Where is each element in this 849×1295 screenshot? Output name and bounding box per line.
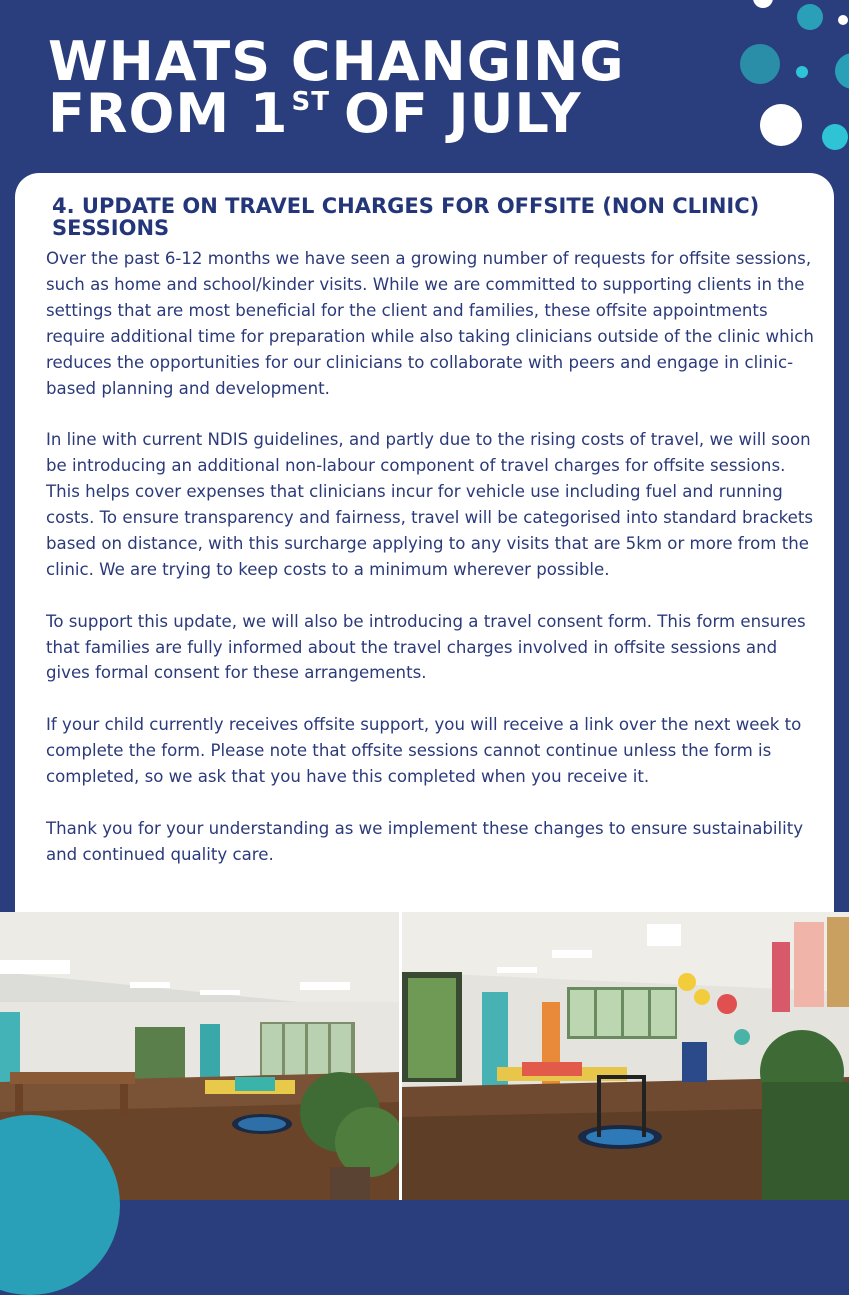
paragraph-4: If your child currently receives offsite support, you will receive a link over the next week to complete the form. Please note that offsite sessions cannot continue unless the form is completed, so we ask that you have this completed when you receive it.	[46, 715, 802, 787]
paragraph-1: Over the past 6-12 months we have seen a growing number of requests for offsite sessions, such as home and school/kinder visits. While we are committed to supporting clients in the settings that are most beneficial for the client and families, these offsite appointments require additional time for preparation while also taking clinicians outside of the clinic which reduces the opportunities for our clinicians to collaborate with peers and engage in clinic-based planning and development.	[46, 249, 814, 398]
clinic-photo-right	[402, 912, 849, 1200]
decor-dot-4	[796, 66, 808, 78]
decor-dot-3	[740, 44, 780, 84]
section-heading: 4. UPDATE ON TRAVEL CHARGES FOR OFFSITE (NON CLINIC) SESSIONS	[52, 194, 760, 240]
title-line-2-b: OF JULY	[343, 81, 582, 145]
decor-dot-8	[838, 15, 848, 25]
title-line-1: WHATS CHANGING	[48, 30, 625, 93]
section-body	[46, 246, 821, 894]
decor-dot-6	[760, 104, 802, 146]
page-title	[48, 30, 625, 145]
decor-dot-2	[797, 4, 823, 30]
decor-dot-1	[753, 0, 773, 8]
decor-dot-7	[822, 124, 848, 150]
decor-dot-5	[835, 53, 849, 89]
content-card	[15, 173, 834, 918]
paragraph-5: Thank you for your understanding as we implement these changes to ensure sustainability and continued quality care.	[46, 818, 804, 864]
photo-strip	[0, 912, 849, 1200]
photo-divider	[399, 912, 402, 1200]
title-line-2	[48, 81, 625, 145]
paragraph-3: To support this update, we will also be introducing a travel consent form. This form ensures that families are fully informed about the travel charges involved in offsite sessions and gives formal consent for these arrangements.	[46, 611, 806, 683]
title-line-2-a: FROM 1	[48, 81, 289, 145]
paragraph-2: In line with current NDIS guidelines, and partly due to the rising costs of travel, we will soon be introducing an additional non-labour component of travel charges for offsite sessions. This helps cover expenses that clinicians incur for vehicle use including fuel and running costs. To ensure transparency and fairness, travel will be categorised into standard brackets based on distance, with this surcharge applying to any visits that are 5km or more from the clinic. We are trying to keep costs to a minimum wherever possible.	[46, 430, 814, 579]
title-ordinal: ST	[291, 86, 330, 117]
